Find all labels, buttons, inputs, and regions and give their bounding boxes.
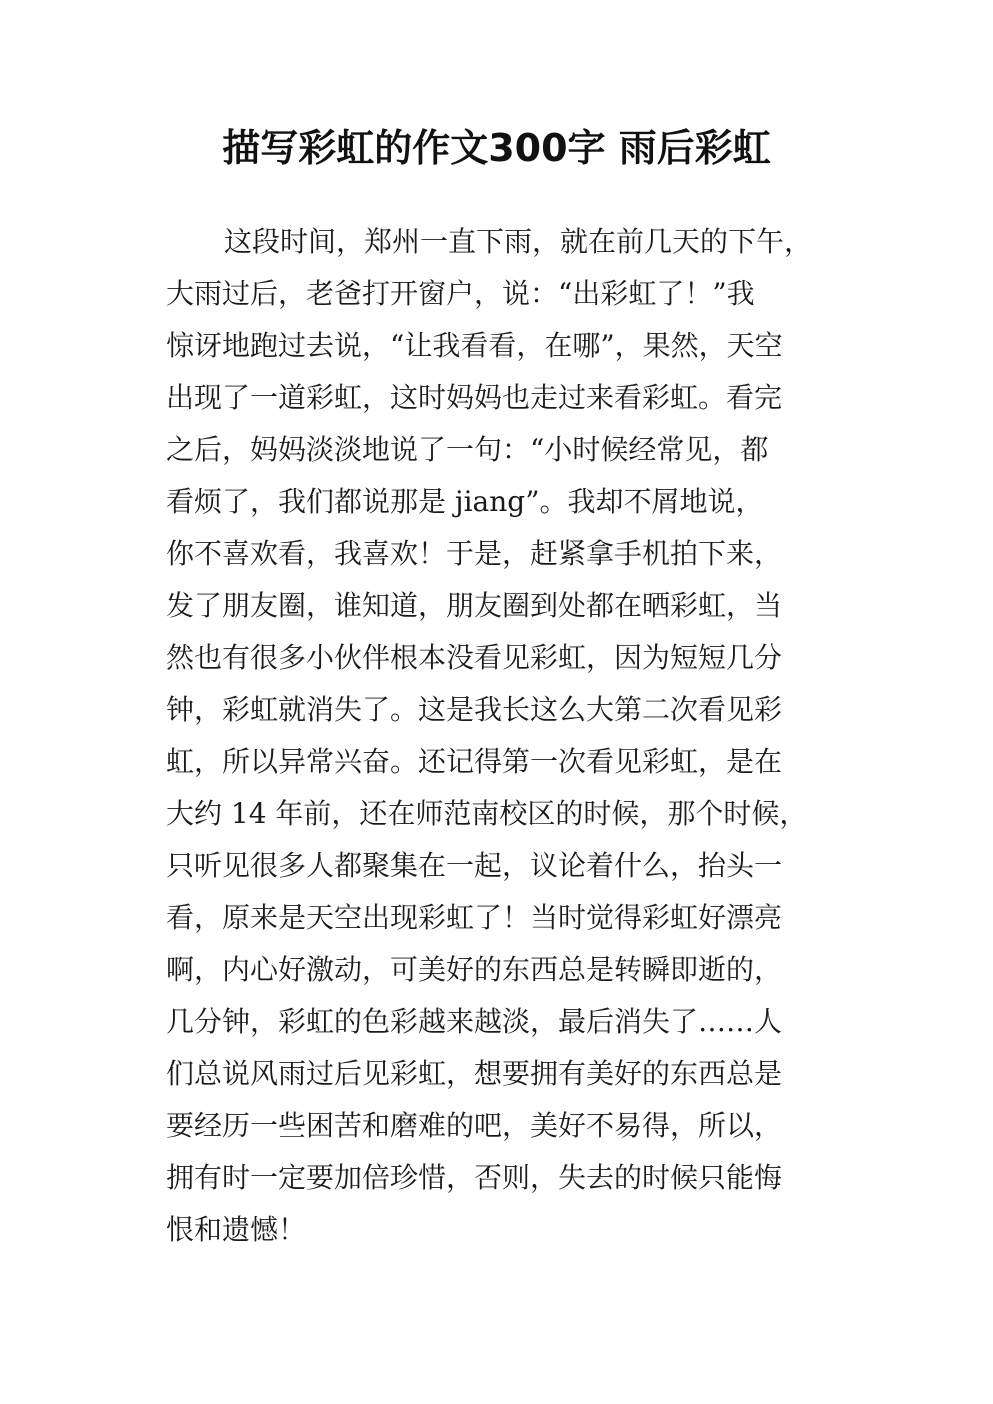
essay-line: 啊，内心好激动，可美好的东西总是转瞬即逝的， (166, 953, 783, 986)
essay-line: 你不喜欢看，我喜欢！于是，赶紧拿手机拍下来， (166, 537, 783, 570)
essay-line: 惊讶地跑过去说，“让我看看，在哪”，果然，天空 (166, 329, 783, 362)
essay-line: 钟，彩虹就消失了。这是我长这么大第二次看见彩 (166, 693, 783, 726)
essay-line: 恨和遗憾！ (166, 1213, 307, 1246)
essay-line: 大雨过后，老爸打开窗户，说：“出彩虹了！”我 (166, 277, 755, 310)
essay-line: 虹，所以异常兴奋。还记得第一次看见彩虹，是在 (166, 745, 783, 778)
essay-line: 发了朋友圈，谁知道，朋友圈到处都在晒彩虹，当 (166, 589, 783, 622)
essay-line: 出现了一道彩虹，这时妈妈也走过来看彩虹。看完 (166, 381, 783, 414)
essay-line: 然也有很多小伙伴根本没看见彩虹，因为短短几分 (166, 641, 783, 674)
essay-line: 要经历一些困苦和磨难的吧，美好不易得，所以， (166, 1109, 783, 1142)
essay-line: 大约 14 年前，还在师范南校区的时候，那个时候， (166, 797, 808, 830)
essay-line: 只听见很多人都聚集在一起，议论着什么，抬头一 (166, 849, 783, 882)
essay-line: 看，原来是天空出现彩虹了！当时觉得彩虹好漂亮 (166, 901, 783, 934)
essay-body (166, 216, 846, 1256)
essay-line: 这段时间，郑州一直下雨，就在前几天的下午， (224, 225, 813, 258)
essay-line: 拥有时一定要加倍珍惜，否则，失去的时候只能悔 (166, 1161, 783, 1194)
document-title: 描写彩虹的作文300字 雨后彩虹 (222, 126, 771, 170)
essay-line: 几分钟，彩虹的色彩越来越淡，最后消失了……人 (166, 1005, 783, 1038)
essay-line: 之后，妈妈淡淡地说了一句：“小时候经常见，都 (166, 433, 769, 466)
essay-line: 们总说风雨过后见彩虹，想要拥有美好的东西总是 (166, 1057, 783, 1090)
essay-line: 看烦了，我们都说那是 jiang”。我却不屑地说， (166, 485, 764, 518)
